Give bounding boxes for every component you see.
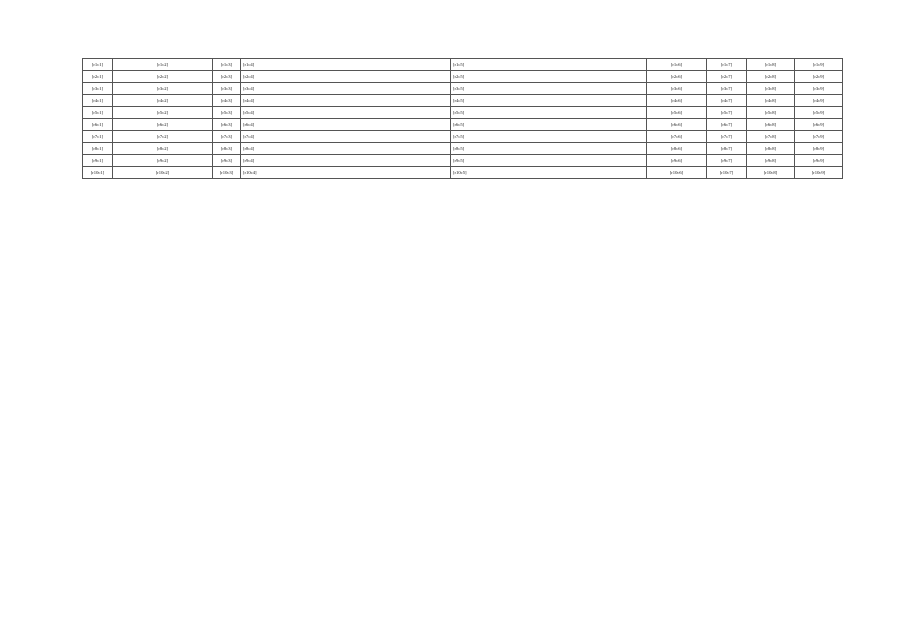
code-cell: [r5c3] bbox=[213, 107, 241, 119]
unit-cell: [r7c6] bbox=[647, 131, 707, 143]
table-row bbox=[83, 131, 843, 143]
quantity-cell: [r8c7] bbox=[707, 143, 747, 155]
area-cell: [r4c8] bbox=[747, 95, 795, 107]
quantity-cell: [r2c7] bbox=[707, 71, 747, 83]
volume-cell: [r5c9] bbox=[795, 107, 843, 119]
object-type-cell: [r2c2] bbox=[113, 71, 213, 83]
unit-cell: [r9c6] bbox=[647, 155, 707, 167]
object-type-cell: [r1c2] bbox=[113, 59, 213, 71]
object-type-cell: [r6c2] bbox=[113, 119, 213, 131]
code-cell: [r10c3] bbox=[213, 167, 241, 179]
table-row bbox=[83, 83, 843, 95]
address-cell: [r4c4] bbox=[241, 95, 451, 107]
row-number-cell: [r4c1] bbox=[83, 95, 113, 107]
owner-cell: [r7c5] bbox=[451, 131, 647, 143]
owner-cell: [r5c5] bbox=[451, 107, 647, 119]
area-cell: [r8c8] bbox=[747, 143, 795, 155]
area-cell: [r7c8] bbox=[747, 131, 795, 143]
code-cell: [r8c3] bbox=[213, 143, 241, 155]
quantity-cell: [r6c7] bbox=[707, 119, 747, 131]
row-number-cell: [r10c1] bbox=[83, 167, 113, 179]
volume-cell: [r3c9] bbox=[795, 83, 843, 95]
quantity-cell: [r7c7] bbox=[707, 131, 747, 143]
table-row bbox=[83, 167, 843, 179]
unit-cell: [r6c6] bbox=[647, 119, 707, 131]
object-type-cell: [r5c2] bbox=[113, 107, 213, 119]
row-number-cell: [r9c1] bbox=[83, 155, 113, 167]
quantity-cell: [r5c7] bbox=[707, 107, 747, 119]
quantity-cell: [r10c7] bbox=[707, 167, 747, 179]
owner-cell: [r3c5] bbox=[451, 83, 647, 95]
address-cell: [r10c4] bbox=[241, 167, 451, 179]
address-cell: [r6c4] bbox=[241, 119, 451, 131]
owner-cell: [r2c5] bbox=[451, 71, 647, 83]
row-number-cell: [r6c1] bbox=[83, 119, 113, 131]
address-cell: [r1c4] bbox=[241, 59, 451, 71]
area-cell: [r9c8] bbox=[747, 155, 795, 167]
row-number-cell: [r1c1] bbox=[83, 59, 113, 71]
quantity-cell: [r1c7] bbox=[707, 59, 747, 71]
code-cell: [r4c3] bbox=[213, 95, 241, 107]
unit-cell: [r8c6] bbox=[647, 143, 707, 155]
volume-cell: [r4c9] bbox=[795, 95, 843, 107]
unit-cell: [r3c6] bbox=[647, 83, 707, 95]
row-number-cell: [r5c1] bbox=[83, 107, 113, 119]
owner-cell: [r4c5] bbox=[451, 95, 647, 107]
object-type-cell: [r10c2] bbox=[113, 167, 213, 179]
row-number-cell: [r3c1] bbox=[83, 83, 113, 95]
row-number-cell: [r2c1] bbox=[83, 71, 113, 83]
object-type-cell: [r3c2] bbox=[113, 83, 213, 95]
address-cell: [r7c4] bbox=[241, 131, 451, 143]
code-cell: [r3c3] bbox=[213, 83, 241, 95]
table-row bbox=[83, 59, 843, 71]
address-cell: [r2c4] bbox=[241, 71, 451, 83]
code-cell: [r1c3] bbox=[213, 59, 241, 71]
unit-cell: [r1c6] bbox=[647, 59, 707, 71]
object-type-cell: [r9c2] bbox=[113, 155, 213, 167]
row-number-cell: [r8c1] bbox=[83, 143, 113, 155]
table-row bbox=[83, 119, 843, 131]
registry-table bbox=[82, 58, 843, 179]
volume-cell: [r8c9] bbox=[795, 143, 843, 155]
registry-table-body bbox=[83, 59, 843, 179]
object-type-cell: [r4c2] bbox=[113, 95, 213, 107]
volume-cell: [r7c9] bbox=[795, 131, 843, 143]
table-row bbox=[83, 143, 843, 155]
code-cell: [r9c3] bbox=[213, 155, 241, 167]
address-cell: [r5c4] bbox=[241, 107, 451, 119]
unit-cell: [r5c6] bbox=[647, 107, 707, 119]
area-cell: [r2c8] bbox=[747, 71, 795, 83]
volume-cell: [r6c9] bbox=[795, 119, 843, 131]
quantity-cell: [r4c7] bbox=[707, 95, 747, 107]
owner-cell: [r1c5] bbox=[451, 59, 647, 71]
area-cell: [r10c8] bbox=[747, 167, 795, 179]
code-cell: [r2c3] bbox=[213, 71, 241, 83]
table-row bbox=[83, 71, 843, 83]
object-type-cell: [r7c2] bbox=[113, 131, 213, 143]
area-cell: [r3c8] bbox=[747, 83, 795, 95]
table-row bbox=[83, 107, 843, 119]
owner-cell: [r8c5] bbox=[451, 143, 647, 155]
area-cell: [r6c8] bbox=[747, 119, 795, 131]
address-cell: [r9c4] bbox=[241, 155, 451, 167]
address-cell: [r8c4] bbox=[241, 143, 451, 155]
unit-cell: [r2c6] bbox=[647, 71, 707, 83]
object-type-cell: [r8c2] bbox=[113, 143, 213, 155]
volume-cell: [r1c9] bbox=[795, 59, 843, 71]
owner-cell: [r9c5] bbox=[451, 155, 647, 167]
area-cell: [r5c8] bbox=[747, 107, 795, 119]
unit-cell: [r4c6] bbox=[647, 95, 707, 107]
quantity-cell: [r3c7] bbox=[707, 83, 747, 95]
volume-cell: [r9c9] bbox=[795, 155, 843, 167]
table-row bbox=[83, 155, 843, 167]
volume-cell: [r2c9] bbox=[795, 71, 843, 83]
owner-cell: [r6c5] bbox=[451, 119, 647, 131]
row-number-cell: [r7c1] bbox=[83, 131, 113, 143]
code-cell: [r6c3] bbox=[213, 119, 241, 131]
address-cell: [r3c4] bbox=[241, 83, 451, 95]
table-row bbox=[83, 95, 843, 107]
code-cell: [r7c3] bbox=[213, 131, 241, 143]
area-cell: [r1c8] bbox=[747, 59, 795, 71]
volume-cell: [r10c9] bbox=[795, 167, 843, 179]
quantity-cell: [r9c7] bbox=[707, 155, 747, 167]
owner-cell: [r10c5] bbox=[451, 167, 647, 179]
unit-cell: [r10c6] bbox=[647, 167, 707, 179]
